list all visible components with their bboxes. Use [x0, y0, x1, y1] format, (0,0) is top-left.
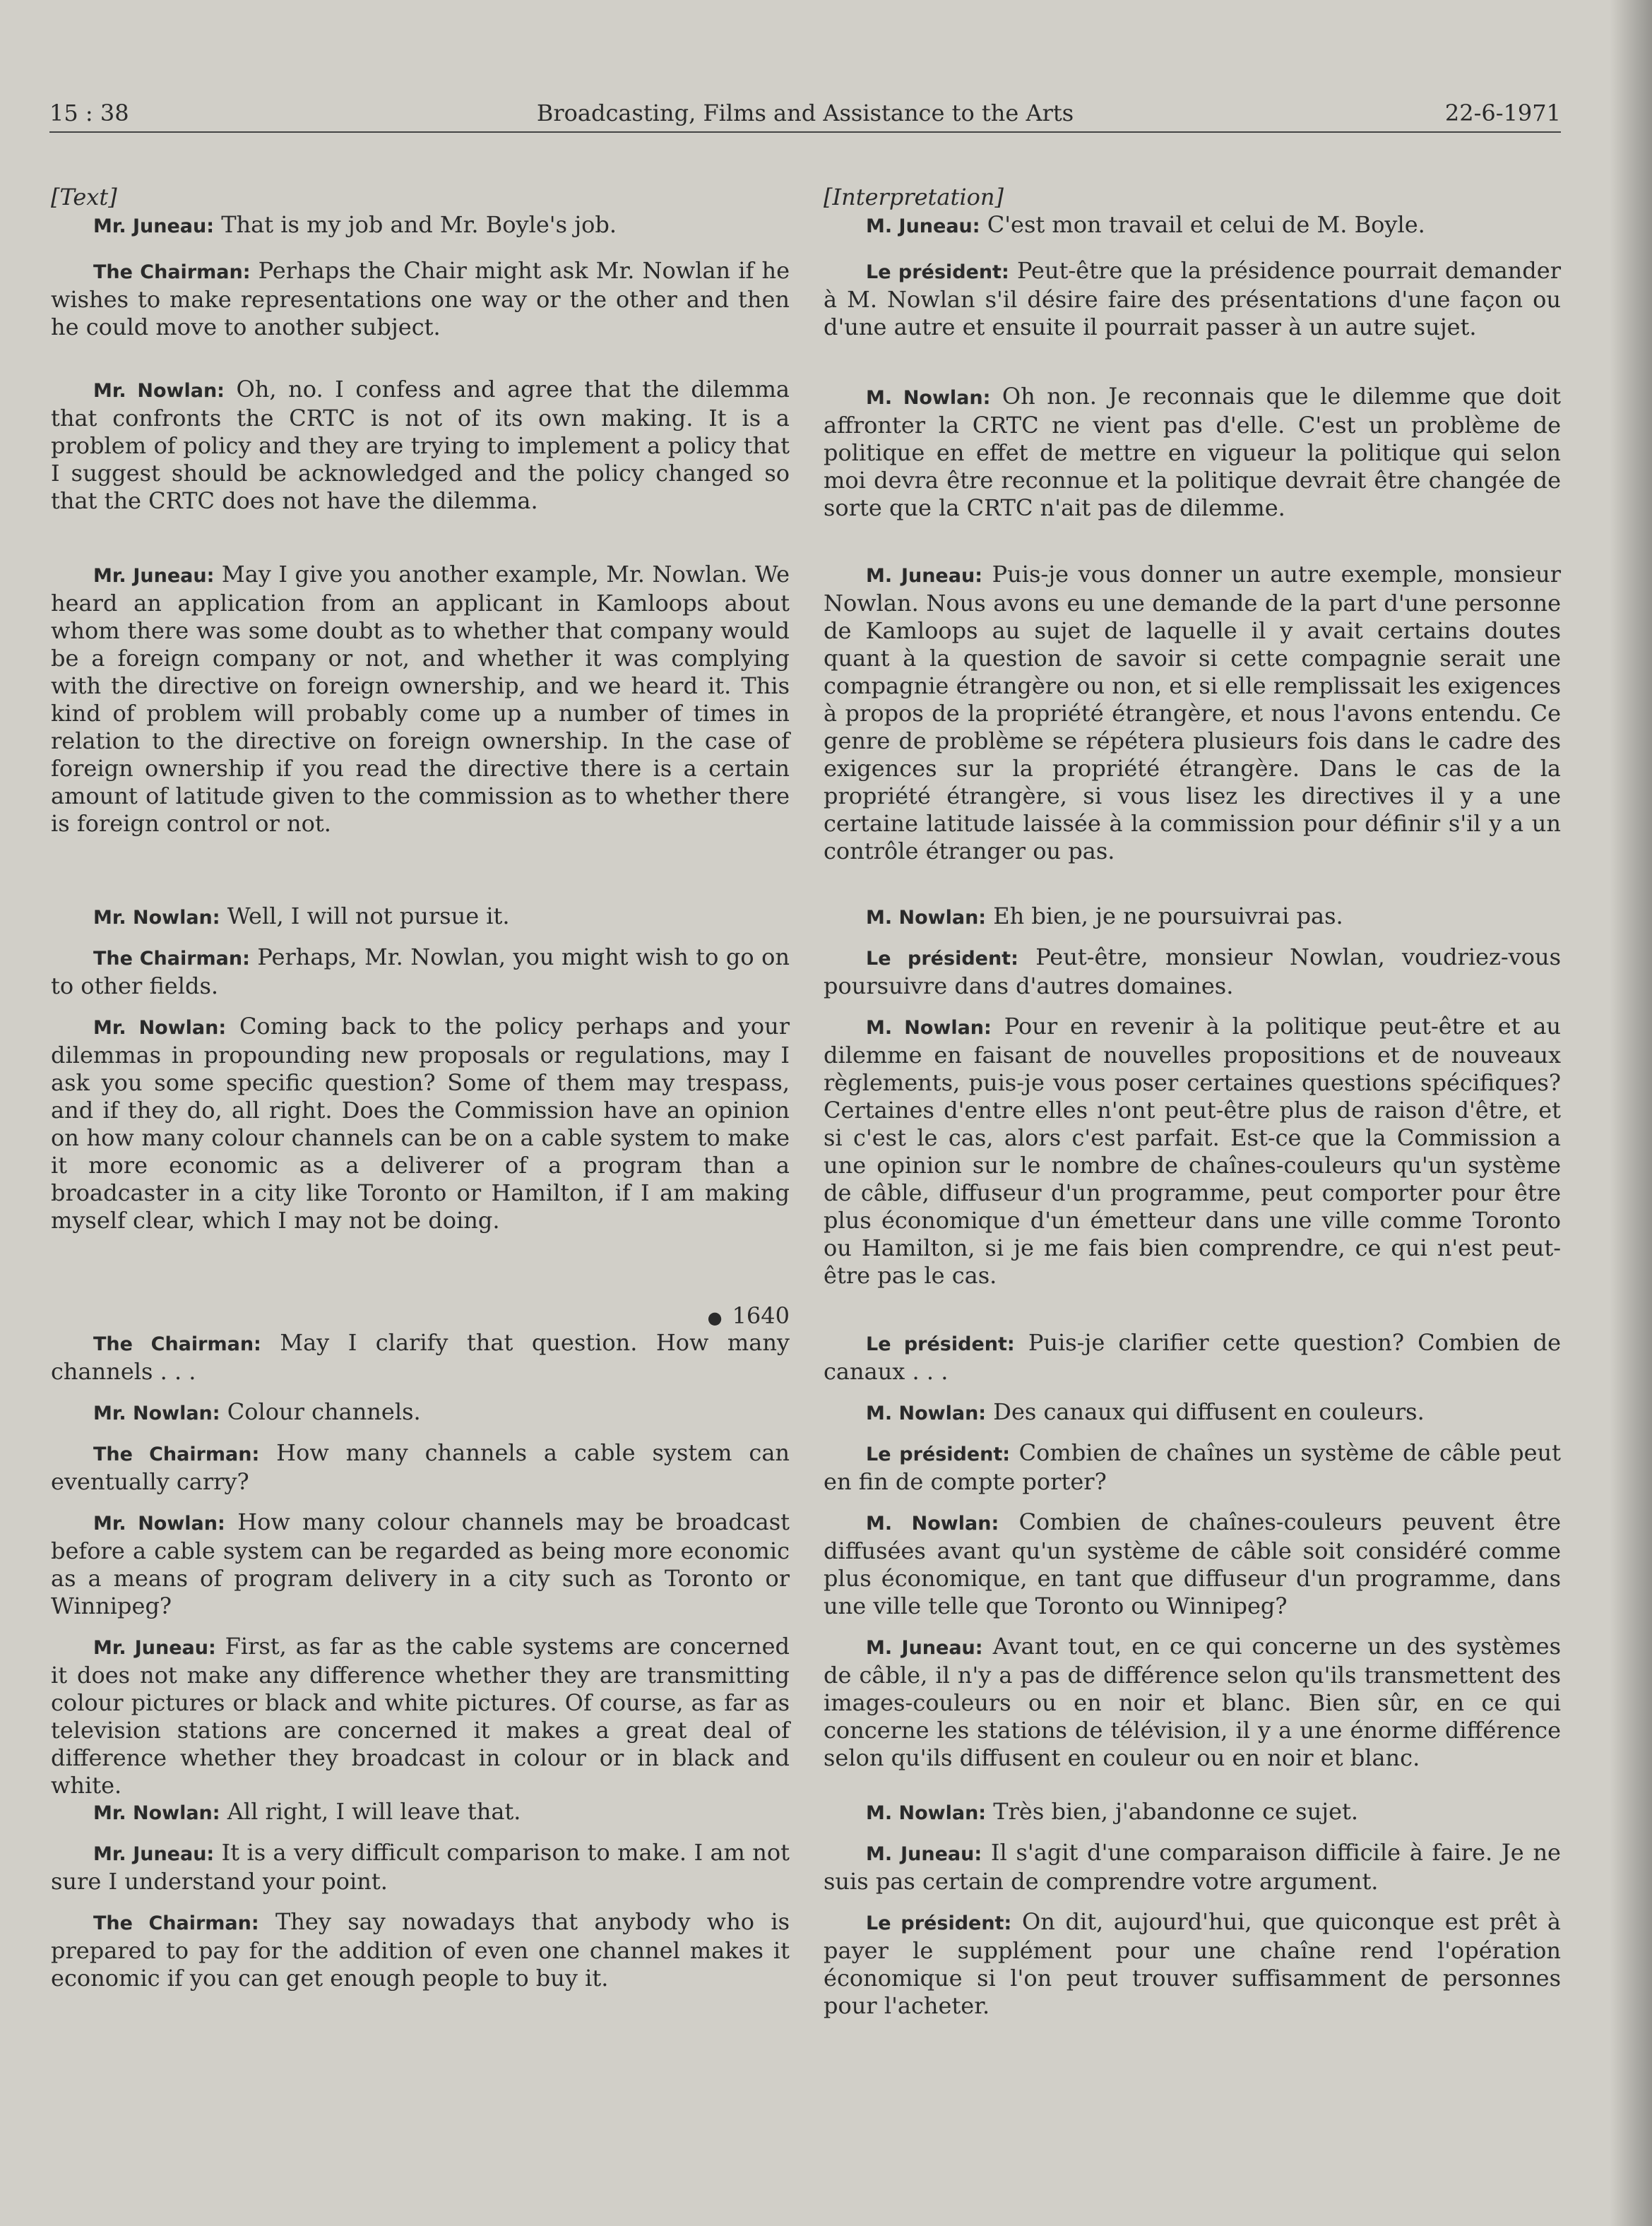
section-label-text: [Text] — [51, 184, 117, 210]
transcript-paragraph — [51, 1839, 790, 1895]
speech: It is a very difficult comparison to make. I am not sure I understand your point. — [51, 1839, 790, 1895]
transcript-paragraph — [824, 903, 1561, 932]
transcript-paragraph — [51, 1633, 790, 1799]
speaker: Mr. Juneau: — [93, 1637, 216, 1659]
speech: On dit, aujourd'hui, que quiconque est prêt à payer le supplément pour une chaîne rend l'opération économique si l'on peut trouver suffisamment de personnes pour l'acheter. — [824, 1908, 1562, 2019]
speaker: Mr. Nowlan: — [93, 1802, 220, 1824]
time-marker-value: 1640 — [732, 1302, 790, 1329]
speech: Oh, no. I confess and agree that the dilemma that confronts the CRTC is not of its own making. It is a problem of policy and they are trying to implement a policy that I suggest should be acknowledged and the policy changed so that the CRTC does not have the dilemma. — [51, 376, 790, 514]
transcript-paragraph — [824, 1839, 1561, 1895]
speech: Puis-je clarifier cette question? Combien de canaux . . . — [824, 1329, 1562, 1385]
speaker: M. Nowlan: — [866, 387, 991, 409]
speech: Peut-être, monsieur Nowlan, voudriez-vous poursuivre dans d'autres domaines. — [824, 944, 1562, 999]
speaker: Mr. Juneau: — [93, 565, 215, 587]
transcript-paragraph — [824, 1398, 1561, 1427]
speech: Avant tout, en ce qui concerne un des systèmes de câble, il n'y a pas de différence selon qu'ils transmettent des images-couleurs ou en noir et blanc. Bien sûr, en ce qui concerne les stations de télévision, il y a une énorme différence selon qu'ils diffusent en couleur ou en noir et blanc. — [824, 1633, 1561, 1771]
speech: All right, I will leave that. — [227, 1798, 521, 1825]
speaker: M. Juneau: — [866, 215, 980, 237]
header-date: 22-6-1971 — [1444, 100, 1561, 126]
speech: C'est mon travail et celui de M. Boyle. — [987, 211, 1425, 238]
speaker: Le président: — [866, 1444, 1011, 1465]
transcript-paragraph — [51, 257, 790, 341]
page-number: 15 : 38 — [49, 100, 129, 126]
speaker: Le président: — [866, 261, 1009, 283]
speech: Oh non. Je reconnais que le dilemme que doit affronter la CRTC ne vient pas d'elle. C'est un problème de politique en effet de mettre en vigueur la politique qui selon moi devra être reconnue et la politique devrait être changée de sorte que la CRTC n'ait pas de dilemme. — [824, 383, 1562, 521]
transcript-paragraph — [824, 383, 1561, 522]
transcript-paragraph — [51, 1398, 790, 1427]
speaker: Mr. Juneau: — [93, 215, 215, 237]
speaker: M. Nowlan: — [866, 907, 987, 929]
section-label-text: [Interpretation] — [824, 184, 1004, 210]
speaker: M. Nowlan: — [866, 1017, 992, 1039]
time-marker — [708, 1302, 790, 1332]
transcript-paragraph — [51, 561, 790, 838]
transcript-paragraph — [824, 944, 1561, 1000]
speech: Colour channels. — [227, 1398, 421, 1425]
speaker: The Chairman: — [93, 1333, 261, 1355]
speech: First, as far as the cable systems are concerned it does not make any difference whether they are transmitting colour pictures or black and white pictures. Of course, as far as television stations are concerned it makes a great deal of difference whether they broadcast in colour or in black and white. — [51, 1633, 790, 1799]
speech: Perhaps the Chair might ask Mr. Nowlan if he wishes to make representations one way or the other and then he could move to another subject. — [51, 257, 790, 340]
transcript-paragraph — [51, 903, 790, 932]
speech: Des canaux qui diffusent en couleurs. — [993, 1398, 1425, 1425]
speaker: Le président: — [866, 1912, 1012, 1934]
speaker: Mr. Nowlan: — [93, 1513, 225, 1535]
transcript-paragraph — [824, 1798, 1561, 1827]
speech: Combien de chaînes-couleurs peuvent être diffusées avant qu'un système de câble soit considéré comme plus économique, en tant que diffuseur d'un programme, dans une ville telle que Toronto ou Winnipeg? — [824, 1508, 1562, 1619]
transcript-paragraph — [51, 1329, 790, 1386]
transcript-paragraph — [824, 561, 1561, 865]
speaker: M. Nowlan: — [866, 1403, 987, 1424]
speaker: M. Juneau: — [866, 1637, 983, 1659]
speaker: The Chairman: — [93, 1912, 259, 1934]
transcript-paragraph — [824, 1329, 1561, 1386]
transcript-paragraph — [51, 944, 790, 1000]
speaker: Mr. Nowlan: — [93, 380, 225, 402]
speech: Peut-être que la présidence pourrait demander à M. Nowlan s'il désire faire des présentations d'une façon ou d'une autre et ensuite il pourrait passer à un autre sujet. — [824, 257, 1562, 340]
speech: Well, I will not pursue it. — [227, 903, 510, 929]
speaker: Mr. Nowlan: — [93, 907, 220, 929]
speaker: The Chairman: — [93, 948, 250, 970]
speaker: Le président: — [866, 948, 1018, 970]
transcript-paragraph — [51, 1013, 790, 1234]
speech: Puis-je vous donner un autre exemple, monsieur Nowlan. Nous avons eu une demande de la part d'une personne de Kamloops au sujet de laquelle il y avait certains doutes quant à la question de savoir si cette compagnie serait une compagnie étrangère ou non, et si elle remplissait les exigences à propos de la propriété étrangère, et nous l'avons entendu. Ce genre de problème se répétera plusieurs fois dans le cadre des exigences sur la propriété étrangère. Dans le cas de la propriété étrangère, si vous lisez les directives il y a une certaine latitude laissée à la commission pour définir s'il y a un contrôle étranger ou pas. — [824, 561, 1562, 864]
publication-title: Broadcasting, Films and Assistance to the Arts — [536, 100, 1074, 126]
page-header — [49, 97, 1561, 133]
page-edge-shadow — [1610, 0, 1652, 2226]
speaker: Mr. Nowlan: — [93, 1017, 227, 1039]
speech: May I clarify that question. How many channels . . . — [51, 1329, 790, 1385]
speaker: The Chairman: — [93, 261, 251, 283]
transcript-paragraph — [824, 1908, 1561, 2020]
speech: How many colour channels may be broadcast before a cable system can be regarded as being more economic as a means of program delivery in a city such as Toronto or Winnipeg? — [51, 1508, 790, 1619]
speaker: M. Nowlan: — [866, 1513, 999, 1535]
speech: Il s'agit d'une comparaison difficile à faire. Je ne suis pas certain de comprendre votre argument. — [824, 1839, 1561, 1895]
speech: Eh bien, je ne poursuivrai pas. — [993, 903, 1343, 929]
speaker: Mr. Juneau: — [93, 1843, 215, 1865]
transcript-paragraph — [824, 1633, 1561, 1772]
transcript-paragraph — [51, 376, 790, 515]
speech: They say nowadays that anybody who is prepared to pay for the addition of even one channel makes it economic if you can get enough people to buy it. — [51, 1908, 790, 1992]
transcript-paragraph — [51, 1798, 790, 1827]
transcript-paragraph — [51, 1908, 790, 1992]
transcript-paragraph — [824, 211, 1561, 240]
speech: Perhaps, Mr. Nowlan, you might wish to go on to other fields. — [51, 944, 790, 999]
speaker: M. Juneau: — [866, 565, 982, 587]
speaker: The Chairman: — [93, 1444, 260, 1465]
speech: That is my job and Mr. Boyle's job. — [221, 211, 617, 238]
transcript-paragraph — [51, 1439, 790, 1496]
bullet-icon: ● — [707, 1308, 723, 1328]
transcript-paragraph — [51, 1508, 790, 1620]
speaker: M. Nowlan: — [866, 1802, 987, 1824]
speech: May I give you another example, Mr. Nowlan. We heard an application from an applicant in Kamloops about whom there was some doubt as to whether that company would be a foreign company or not, and whether it was complying with the directive on foreign ownership, and we heard it. This kind of problem will probably come up a number of times in relation to the directive on foreign ownership. In the case of foreign ownership if you read the directive there is a certain amount of latitude given to the commission as to whether there is foreign control or not. — [51, 561, 790, 837]
speaker: M. Juneau: — [866, 1843, 982, 1865]
transcript-paragraph — [824, 257, 1561, 341]
speaker: Le président: — [866, 1333, 1015, 1355]
transcript-paragraph — [51, 211, 790, 240]
speech: Très bien, j'abandonne ce sujet. — [993, 1798, 1359, 1825]
transcript-paragraph — [824, 1439, 1561, 1496]
speaker: Mr. Nowlan: — [93, 1403, 220, 1424]
transcript-paragraph — [824, 1013, 1561, 1290]
speech: How many channels a cable system can eventually carry? — [51, 1439, 790, 1495]
speech: Pour en revenir à la politique peut-être et au dilemme en faisant de nouvelles propositions et de nouveaux règlements, puis-je vous poser certaines questions spécifiques? Certaines d'entre elles n'ont peut-être plus de raison d'être, et si c'est le cas, alors c'est parfait. Est-ce que la Commission a une opinion sur le nombre de chaînes-couleurs qu'un système de câble, diffuseur d'un programme, peut comporter pour être plus économique d'un émetteur dans une ville comme Toronto ou Hamilton, si je me fais bien comprendre, ce qui n'est peut-être pas le cas. — [824, 1013, 1562, 1289]
speech: Combien de chaînes un système de câble peut en fin de compte porter? — [824, 1439, 1562, 1495]
transcript-paragraph — [824, 1508, 1561, 1620]
speech: Coming back to the policy perhaps and your dilemmas in propounding new proposals or regulations, may I ask you some specific question? Some of them may trespass, and if they do, all right. Does the Commission have an opinion on how many colour channels can be on a cable system to make it more economic as a deliverer of a program than a broadcaster in a city like Toronto or Hamilton, if I am making myself clear, which I may not be doing. — [51, 1013, 790, 1234]
